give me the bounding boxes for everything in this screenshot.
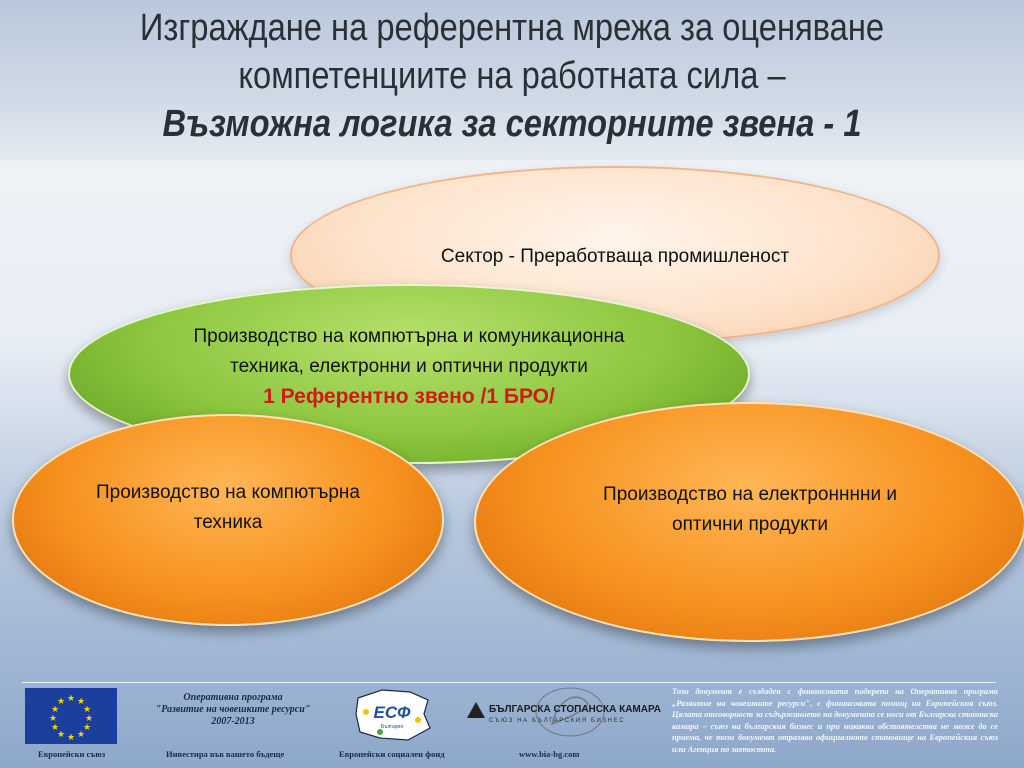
left-line-1: Производство на компютърна (96, 482, 360, 503)
esf-star-icon (363, 709, 369, 715)
esf-star-icon-2 (415, 717, 421, 723)
slide-title (0, 4, 1024, 148)
right-line-2: оптични продукти (672, 514, 828, 535)
title-line-1: Изграждане на референтна мрежа за оценяване (139, 7, 885, 49)
esf-sub-text: България (380, 724, 404, 730)
eu-flag-icon: ★ ★ ★ ★ ★ ★ ★ ★ ★ ★ ★ ★ (25, 688, 117, 744)
disclaimer-text: Този документ е създаден с финансовата подкрепа на Оперативна програма „Развитие на човешките ресурси", с финансовата помощ на Европейския съюз. Цялата отговорност за съдържанието на документа се носи от Българска стопанска камара – съюз на българския бизнес и при никакви обстоятелства не може да се приема, че този документ отразява официалното становище на Европейския съюз или Агенция по заетостта. (672, 687, 998, 754)
bsk-subtitle: СЪЮЗ НА БЪЛГАРСКИЯ БИЗНЕС (489, 718, 626, 724)
esf-logo (352, 684, 434, 746)
caption-eu: Европейски съюз (38, 749, 106, 759)
middle-line-1: Производство на компютърна и комуникационна (193, 326, 625, 347)
title-line-3: Възможна логика за секторните звена - 1 (162, 103, 862, 145)
right-ellipse (474, 402, 1024, 642)
caption-web: www.bia-bg.com (519, 749, 580, 759)
reference-unit-label: 1 Референтно звено /1 БРО/ (263, 385, 555, 408)
left-ellipse (12, 414, 444, 626)
op-line-3: 2007-2013 (211, 716, 255, 727)
sector-label: Сектор - Преработваща промишленост (440, 246, 790, 267)
middle-line-2: техника, електронни и оптични продукти (230, 356, 588, 377)
bsk-triangle-icon (467, 702, 485, 718)
esf-dot-icon (377, 729, 383, 735)
op-line-1: Оперативна програма (183, 692, 283, 703)
caption-esf: Европейски социален фонд (339, 749, 445, 759)
footer-divider (22, 682, 996, 683)
op-program-logo (128, 692, 338, 728)
esf-text: ЕСФ (373, 703, 411, 722)
title-line-2: компетенциите на работната сила – (238, 55, 786, 97)
caption-invest: Инвестира във вашето бъдеще (166, 749, 285, 759)
left-line-2: техника (193, 512, 263, 533)
bsk-name: БЪЛГАРСКА СТОПАНСКА КАМАРА (489, 704, 661, 715)
op-line-2: "Развитие на човешките ресурси" (155, 704, 311, 715)
right-line-1: Производство на електронннни и (603, 484, 897, 505)
bsk-logo (465, 694, 661, 734)
